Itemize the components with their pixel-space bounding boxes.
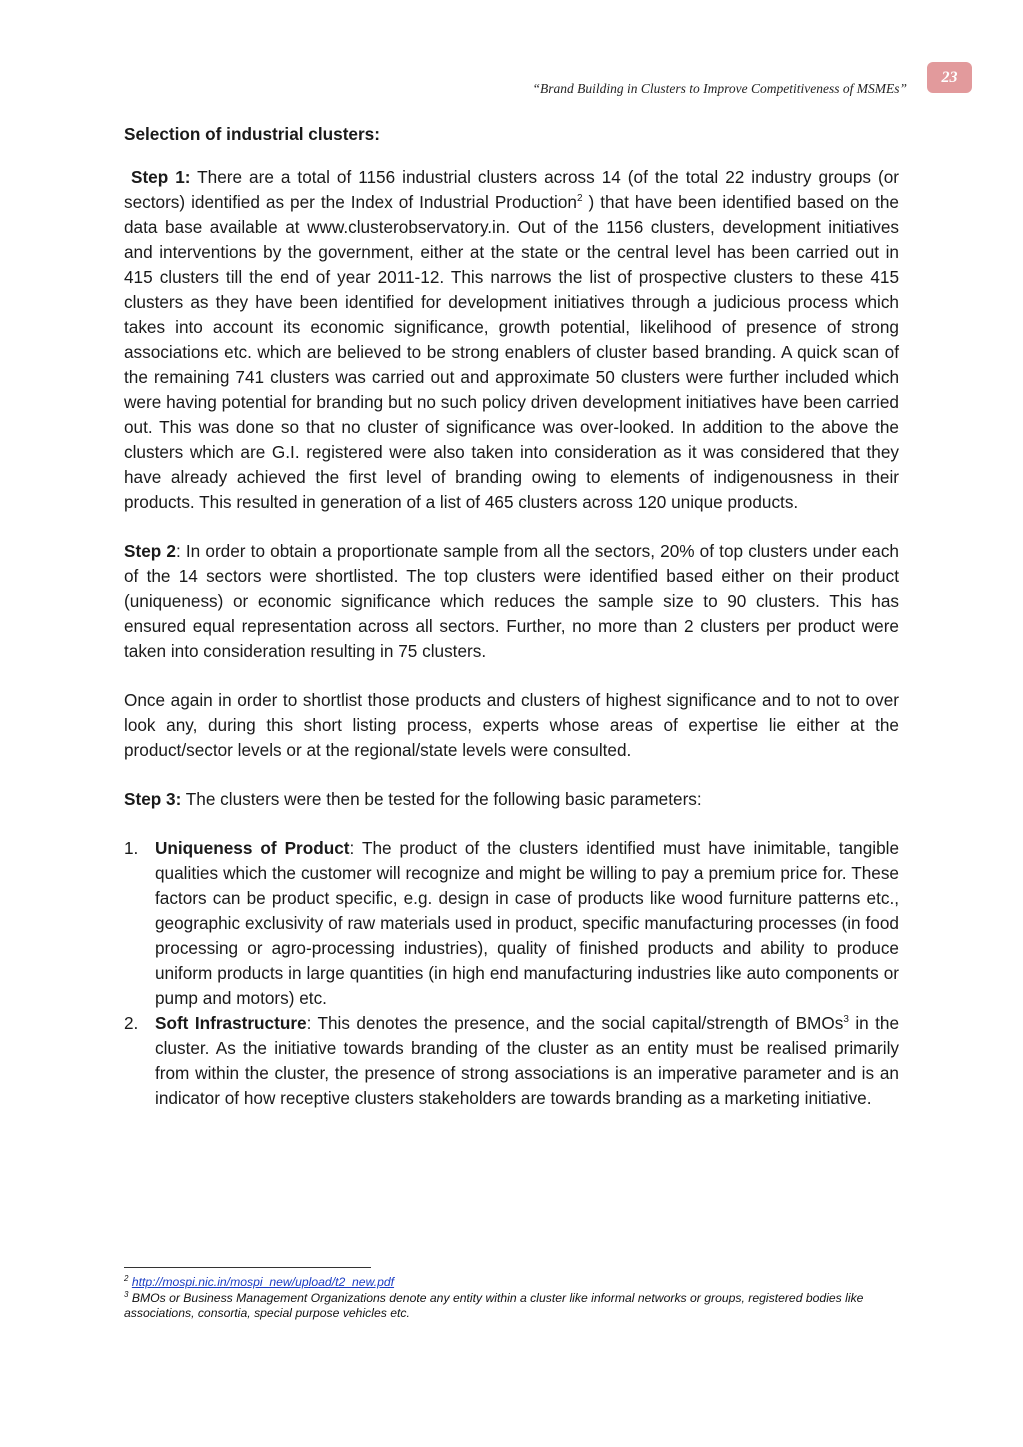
parameter-title: Uniqueness of Product xyxy=(155,838,350,858)
parameter-list xyxy=(124,836,899,1111)
footnote-2 xyxy=(124,1275,899,1291)
experts-paragraph: Once again in order to shortlist those products and clusters of highest significance and to not to over look any, during this short listing process, experts whose areas of expertise lie either at the product/sector levels or at the regional/state levels were consulted. xyxy=(124,690,899,760)
step-3-paragraph xyxy=(124,787,899,812)
footnote-3 xyxy=(124,1291,899,1322)
footnote-ref-3[interactable]: 3 xyxy=(843,1014,849,1025)
page-number-badge: 23 xyxy=(927,62,972,93)
step-2-label: Step 2 xyxy=(124,541,176,561)
step-3-text: The clusters were then be tested for the following basic parameters: xyxy=(181,789,702,809)
main-content xyxy=(124,122,899,1111)
footnote-separator xyxy=(124,1267,371,1268)
footnote-text: BMOs or Business Management Organizations denote any entity within a cluster like informal networks or groups, registered bodies like associations, consortia, special purpose vehicles etc. xyxy=(124,1290,864,1320)
step-1-paragraph xyxy=(124,165,899,515)
step-1-text-a: There are a total of 1156 industrial clusters across 14 (of the total 22 industry groups (or sectors) identified as per the Index of Industrial Production xyxy=(124,167,899,212)
list-item-uniqueness xyxy=(124,836,899,1011)
footnote-ref-2[interactable]: 2 xyxy=(577,193,583,204)
parameter-text: : The product of the clusters identified must have inimitable, tangible qualities which the customer will recognize and might be willing to pay a premium price for. These factors can be product specific, e.g. design in case of products like wood furniture patterns etc., geographic exclusivity of raw materials used in product, specific manufacturing processes (in food processing or agro-processing industries), quality of finished products and ability to produce uniform products in large quantities (in high end manufacturing industries like auto components or pump and motors) etc. xyxy=(155,838,900,1008)
list-item-soft-infrastructure xyxy=(124,1011,899,1111)
footnote-marker: 2 xyxy=(124,1274,129,1283)
section-heading: Selection of industrial clusters: xyxy=(124,124,380,144)
step-2-text: : In order to obtain a proportionate sample from all the sectors, 20% of top clusters under each of the 14 sectors were shortlisted. The top clusters were identified based either on their product (uniqueness) or economic significance which reduces the sample size to 90 clusters. This has ensured equal representation across all sectors. Further, no more than 2 clusters per product were taken into consideration resulting in 75 clusters. xyxy=(124,541,899,661)
footnote-link[interactable]: http://mospi.nic.in/mospi_new/upload/t2_new.pdf xyxy=(131,1275,395,1289)
step-1-text-b: ) that have been identified based on the data base available at www.clusterobservatory.in. Out of the 1156 clusters, development initiatives and interventions by the government, either at the state or the central level has been carried out in 415 clusters till the end of year 2011-12. This narrows the list of prospective clusters to these 415 clusters as they have been identified for development initiatives through a judicious process which takes into account its economic significance, growth potential, likelihood of presence of strong associations etc. which are believed to be strong enablers of cluster based branding. A quick scan of the remaining 741 clusters was carried out and approximate 50 clusters were further included which were having potential for branding but no such policy driven development initiatives have been carried out. This was done so that no cluster of significance was over-looked. In addition to the above the clusters which are G.I. registered were also taken into consideration as it was considered that they have already achieved the first level of branding owing to elements of indigenousness in their products. This resulted in generation of a list of 465 clusters across 120 unique products. xyxy=(124,192,899,512)
step-1-label: Step 1: xyxy=(130,167,191,187)
running-header: “Brand Building in Clusters to Improve Competitiveness of MSMEs” xyxy=(532,81,907,96)
parameter-text-a: : This denotes the presence, and the social capital/strength of BMOs xyxy=(306,1013,844,1033)
parameter-text-b: in the cluster. As the initiative towards branding of the cluster as an entity must be realised primarily from within the cluster, the presence of strong associations is an imperative parameter and is an indicator of how receptive clusters stakeholders are towards branding as a marketing initiative. xyxy=(155,1013,900,1108)
step-3-label: Step 3: xyxy=(124,789,182,809)
parameter-title: Soft Infrastructure xyxy=(155,1013,307,1033)
footnote-marker: 3 xyxy=(124,1289,129,1299)
step-2-paragraph xyxy=(124,539,899,664)
footnotes xyxy=(124,1275,899,1322)
list-number: 1. xyxy=(124,838,139,858)
list-number: 2. xyxy=(124,1013,139,1033)
